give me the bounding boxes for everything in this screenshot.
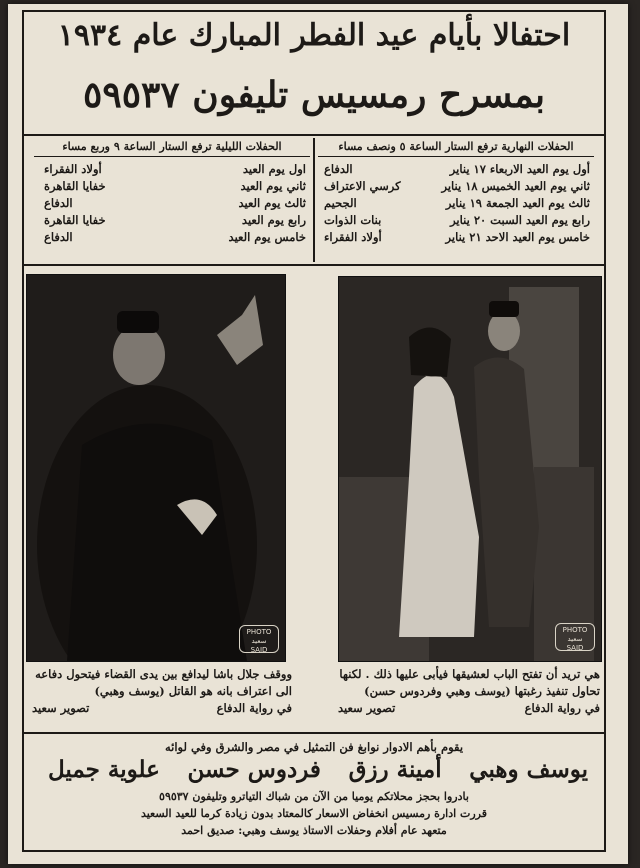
caption-left bbox=[32, 666, 292, 717]
matinee-schedule bbox=[324, 161, 590, 246]
schedule-bottom-divider bbox=[22, 264, 606, 266]
agent-note: متعهد عام أفلام وحفلات الاستاذ يوسف وهبي: صديق احمد bbox=[181, 824, 447, 837]
cast-member: علوية جميل bbox=[48, 756, 160, 783]
caption-right bbox=[338, 666, 600, 717]
photo-right-actors bbox=[338, 276, 602, 662]
cast-member: فردوس حسن bbox=[187, 756, 321, 783]
pricing-note: قررت ادارة رمسيس انخفاض الاسعار كالمعتاد بدون زيادة كرما للعيد السعيد bbox=[140, 807, 488, 820]
caption-credits bbox=[338, 700, 600, 717]
schedule-play: خفايا القاهرة bbox=[44, 213, 106, 227]
schedule-play: كرسي الاعتراف bbox=[324, 179, 401, 193]
schedule-play: بنات الذوات bbox=[324, 213, 382, 227]
caption-photographer: تصوير سعيد bbox=[338, 701, 396, 715]
photographer-stamp: PHOTO سعيد SAID bbox=[555, 623, 595, 651]
schedule-day: خامس يوم العيد الاحد ٢١ يناير bbox=[445, 230, 590, 244]
schedule-play: الدفاع bbox=[44, 196, 73, 210]
schedule-play: خفايا القاهرة bbox=[44, 179, 106, 193]
schedule-day: اول يوم العيد bbox=[242, 162, 306, 176]
caption-text: هي تريد أن تفتح الباب لعشيقها فيأبى عليها ذلك . لكنها bbox=[339, 667, 600, 681]
caption-credits bbox=[32, 700, 292, 717]
schedule-play: أولاد الفقراء bbox=[324, 230, 382, 244]
schedule-row bbox=[44, 212, 306, 229]
schedule-day: خامس يوم العيد bbox=[228, 230, 306, 244]
schedule-play: الدفاع bbox=[324, 162, 353, 176]
schedule-row bbox=[324, 161, 590, 178]
schedule-row bbox=[324, 195, 590, 212]
schedule-column-divider bbox=[313, 138, 315, 262]
evening-heading-rule bbox=[34, 156, 310, 157]
schedule-row bbox=[324, 178, 590, 195]
poster-page bbox=[8, 4, 628, 864]
caption-photographer: تصوير سعيد bbox=[32, 701, 90, 715]
cast-member: يوسف وهبي bbox=[469, 756, 588, 783]
schedule-play: الدفاع bbox=[44, 230, 73, 244]
cast-member: أمينة رزق bbox=[348, 756, 442, 783]
evening-schedule bbox=[44, 161, 306, 246]
booking-note: بادروا بحجز محلاتكم يوميا من الآن من شباك التياترو وتليفون ٥٩٥٣٧ bbox=[159, 790, 469, 803]
schedule-day: أول يوم العيد الاربعاء ١٧ يناير bbox=[449, 162, 590, 176]
caption-text: ووقف جلال باشا ليدافع بين يدى القضاء فيتحول دفاعه bbox=[35, 667, 292, 681]
headline-theater: بمسرح رمسيس تليفون ٥٩٥٣٧ bbox=[83, 74, 545, 116]
photo-left-illustration bbox=[27, 275, 285, 661]
evening-heading: الحفلات الليلية ترفع الستار الساعة ٩ وربع مساء bbox=[62, 140, 282, 153]
schedule-play: الجحيم bbox=[324, 196, 357, 210]
schedule-row bbox=[44, 229, 306, 246]
schedule-day: ثاني يوم العيد الخميس ١٨ يناير bbox=[441, 179, 590, 193]
caption-play: في رواية الدفاع bbox=[524, 701, 600, 715]
cast-list bbox=[48, 756, 588, 783]
caption-text: تحاول تنفيذ رغبتها (يوسف وهبي وفردوس حسن) bbox=[364, 684, 600, 698]
headline-celebration: احتفالا بأيام عيد الفطر المبارك عام ١٩٣٤ bbox=[57, 18, 571, 53]
schedule-row bbox=[324, 229, 590, 246]
photo-left-actor bbox=[26, 274, 286, 662]
schedule-row bbox=[44, 195, 306, 212]
caption-play: في رواية الدفاع bbox=[216, 701, 292, 715]
schedule-play: أولاد الفقراء bbox=[44, 162, 102, 176]
schedule-row bbox=[324, 212, 590, 229]
schedule-day: ثالث يوم العيد الجمعة ١٩ يناير bbox=[445, 196, 590, 210]
cast-intro: يقوم بأهم الادوار نوابغ فن التمثيل في مصر والشرق وفي لوائه bbox=[164, 740, 464, 754]
schedule-day: رابع يوم العيد السبت ٢٠ يناير bbox=[450, 213, 590, 227]
schedule-day: رابع يوم العيد bbox=[241, 213, 306, 227]
matinee-heading-rule bbox=[318, 156, 594, 157]
schedule-row bbox=[44, 161, 306, 178]
header-divider bbox=[22, 134, 606, 136]
footer-divider bbox=[22, 732, 606, 734]
photographer-stamp: PHOTO سعيد SAID bbox=[239, 625, 279, 653]
schedule-day: ثاني يوم العيد bbox=[240, 179, 306, 193]
caption-text: الى اعتراف بانه هو القاتل (يوسف وهبي) bbox=[94, 684, 292, 698]
schedule-day: ثالث يوم العيد bbox=[238, 196, 306, 210]
schedule-row bbox=[44, 178, 306, 195]
photo-right-illustration bbox=[339, 277, 601, 661]
matinee-heading: الحفلات النهارية ترفع الستار الساعة ٥ ونصف مساء bbox=[338, 140, 574, 153]
